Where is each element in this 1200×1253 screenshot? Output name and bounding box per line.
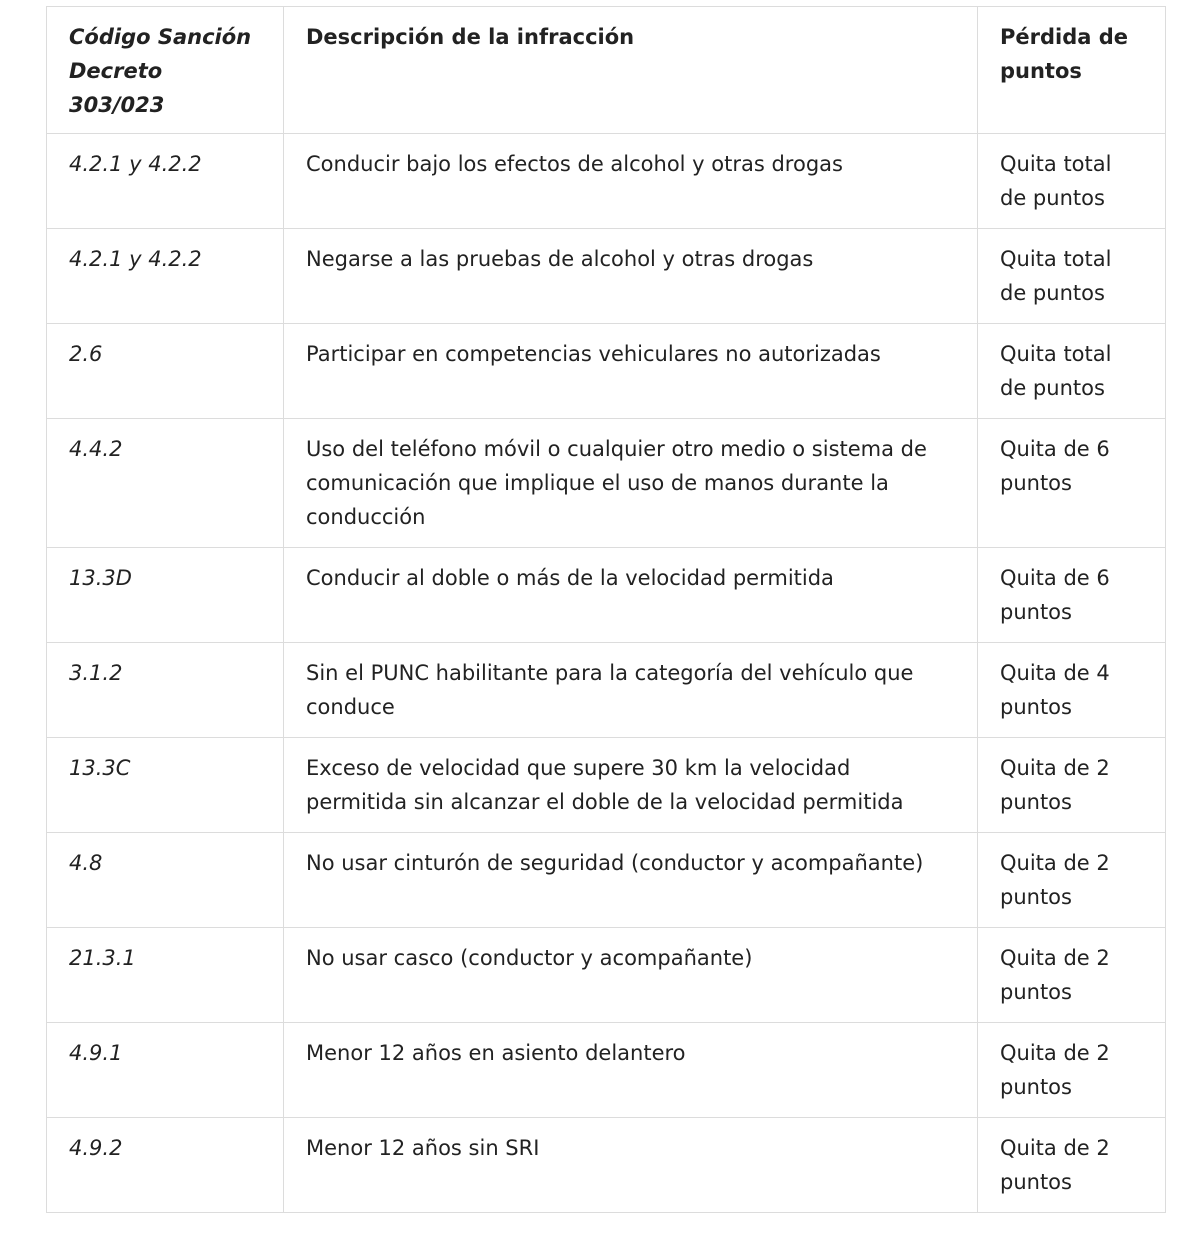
row-code: 4.2.1 y 4.2.2 <box>47 229 284 324</box>
row-code: 4.9.1 <box>47 1023 284 1118</box>
header-description: Descripción de la infracción <box>284 7 978 134</box>
header-code-line1: Código Sanción <box>69 25 252 49</box>
table-row <box>47 643 1166 738</box>
row-code: 13.3D <box>47 548 284 643</box>
row-points: Quita total de puntos <box>978 134 1166 229</box>
row-description: Negarse a las pruebas de alcohol y otras drogas <box>284 229 978 324</box>
row-code: 4.8 <box>47 833 284 928</box>
row-code: 3.1.2 <box>47 643 284 738</box>
header-points <box>978 7 1166 134</box>
header-code-line2: Decreto 303/023 <box>69 59 165 117</box>
table-row <box>47 928 1166 1023</box>
row-points: Quita de 2 puntos <box>978 738 1166 833</box>
table-row <box>47 1118 1166 1213</box>
table-row <box>47 548 1166 643</box>
infractions-table <box>46 6 1166 1213</box>
row-code: 4.4.2 <box>47 419 284 548</box>
row-points: Quita de 2 puntos <box>978 833 1166 928</box>
row-points: Quita de 2 puntos <box>978 928 1166 1023</box>
row-description: Conducir al doble o más de la velocidad permitida <box>284 548 978 643</box>
row-description: Menor 12 años en asiento delantero <box>284 1023 978 1118</box>
row-points: Quita de 6 puntos <box>978 419 1166 548</box>
row-code: 2.6 <box>47 324 284 419</box>
table-header <box>47 7 1166 134</box>
header-points-line1: Pérdida de <box>1000 25 1129 49</box>
row-description: Participar en competencias vehiculares no autorizadas <box>284 324 978 419</box>
table-row <box>47 1023 1166 1118</box>
table-body <box>47 134 1166 1213</box>
row-points: Quita total de puntos <box>978 229 1166 324</box>
header-row <box>47 7 1166 134</box>
row-description: Exceso de velocidad que supere 30 km la velocidad permitida sin alcanzar el doble de la velocidad permitida <box>284 738 978 833</box>
table-row <box>47 134 1166 229</box>
table-row <box>47 833 1166 928</box>
row-description: No usar casco (conductor y acompañante) <box>284 928 978 1023</box>
table-row <box>47 229 1166 324</box>
header-code <box>47 7 284 134</box>
row-description: Uso del teléfono móvil o cualquier otro medio o sistema de comunicación que implique el uso de manos durante la conducción <box>284 419 978 548</box>
row-code: 21.3.1 <box>47 928 284 1023</box>
row-code: 4.9.2 <box>47 1118 284 1213</box>
row-description: Menor 12 años sin SRI <box>284 1118 978 1213</box>
row-description: Sin el PUNC habilitante para la categoría del vehículo que conduce <box>284 643 978 738</box>
table-row <box>47 324 1166 419</box>
row-description: Conducir bajo los efectos de alcohol y otras drogas <box>284 134 978 229</box>
row-points: Quita total de puntos <box>978 324 1166 419</box>
row-points: Quita de 4 puntos <box>978 643 1166 738</box>
row-code: 4.2.1 y 4.2.2 <box>47 134 284 229</box>
header-points-line2: puntos <box>1000 59 1082 83</box>
table-row <box>47 738 1166 833</box>
row-description: No usar cinturón de seguridad (conductor y acompañante) <box>284 833 978 928</box>
row-points: Quita de 6 puntos <box>978 548 1166 643</box>
row-points: Quita de 2 puntos <box>978 1023 1166 1118</box>
row-points: Quita de 2 puntos <box>978 1118 1166 1213</box>
table-row <box>47 419 1166 548</box>
row-code: 13.3C <box>47 738 284 833</box>
